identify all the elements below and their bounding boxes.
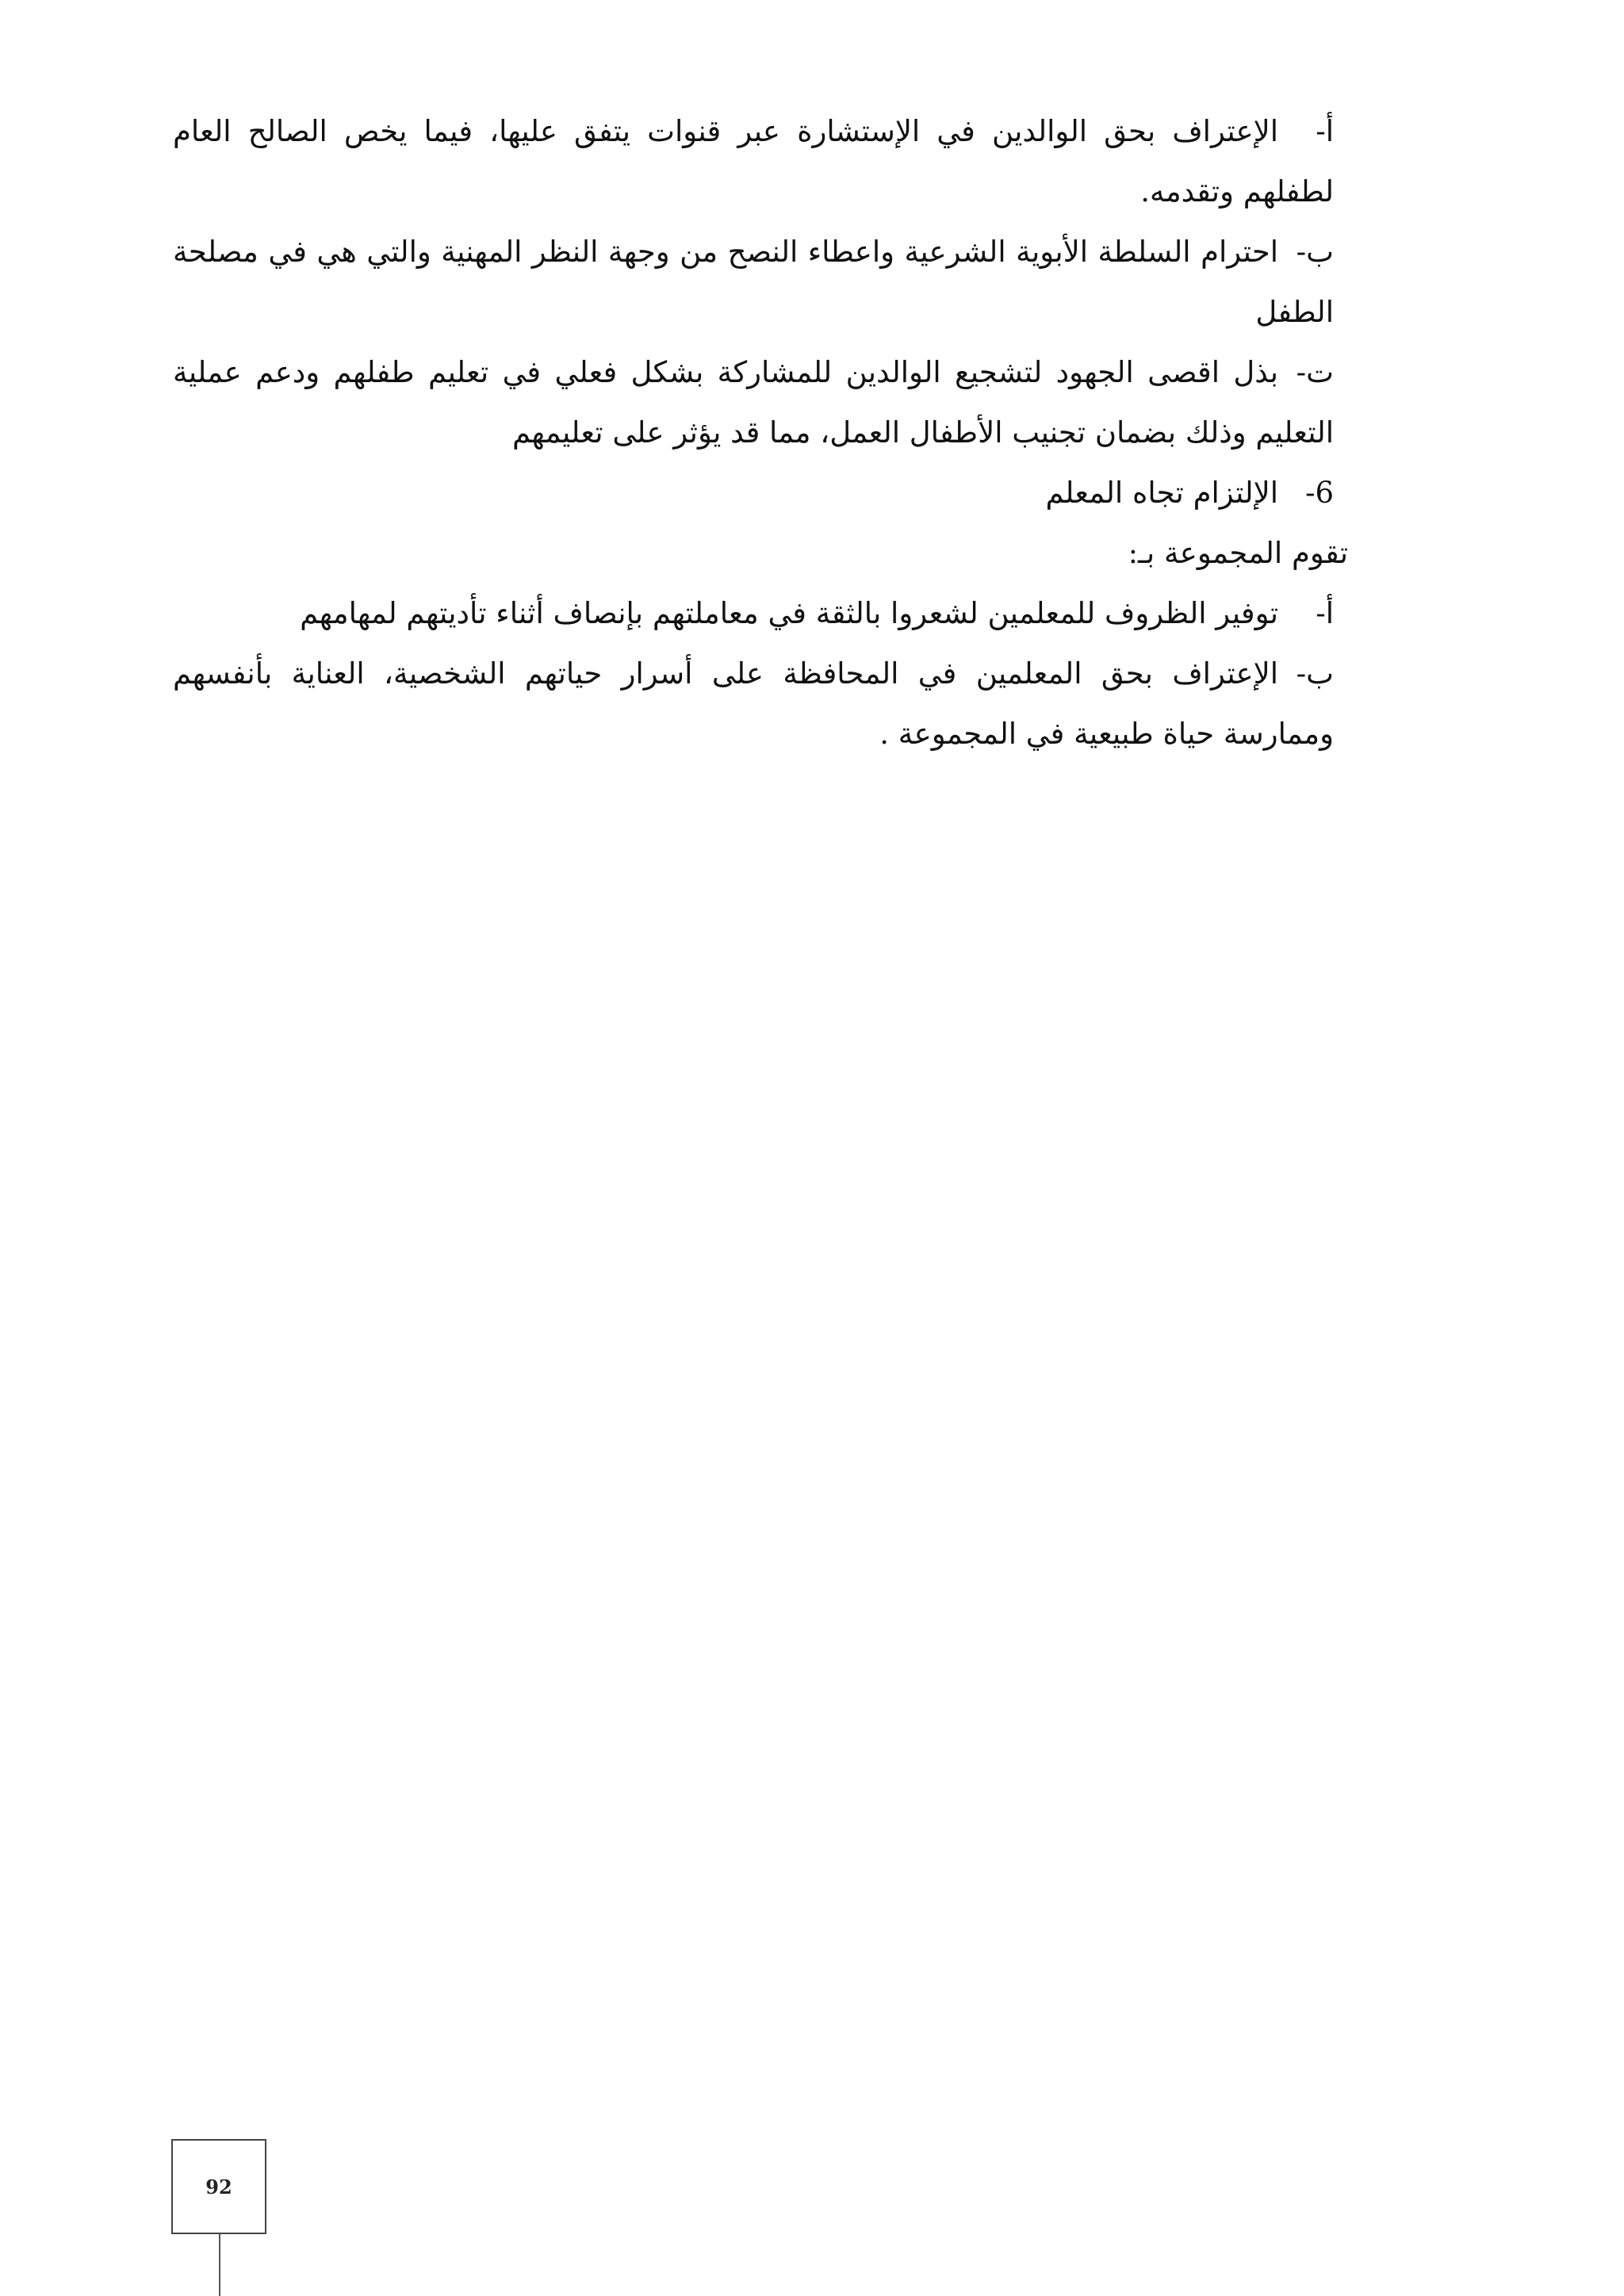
paragraph-parental-authority <box>173 222 1372 342</box>
paragraph-teacher-privacy <box>173 644 1372 764</box>
section-number: 6- <box>1304 476 1334 510</box>
section-heading-teacher-commitment <box>173 463 1372 523</box>
paragraph-encourage-parents <box>173 342 1372 463</box>
paragraph-text: توفير الظروف للمعلمين لشعروا بالثقة في معاملتهم بإنصاف أثناء تأديتهم لمهامهم <box>300 596 1278 630</box>
paragraph-text: بذل اقصى الجهود لتشجيع الوالدين للمشاركة بشكل فعلي في تعليم طفلهم ودعم عملية التعليم وذلك بضمان تجنيب الأطفال العمل، مما قد يؤثر على تعليمهم <box>173 355 1334 450</box>
page-number: 92 <box>205 2175 232 2198</box>
intro-line <box>173 523 1372 584</box>
paragraph-teacher-conditions <box>173 584 1372 644</box>
page-number-box <box>171 2139 266 2234</box>
paragraph-text: الإعتراف بحق الوالدين في الإستشارة عبر قنوات يتفق عليها، فيما يخص الصالح العام لطفلهم وتقدمه. <box>173 114 1334 209</box>
intro-text: تقوم المجموعة بـ: <box>1128 536 1348 570</box>
list-marker: ب- <box>1296 235 1334 269</box>
page-number-divider <box>219 2234 220 2296</box>
section-title: الإلتزام تجاه المعلم <box>1045 476 1278 510</box>
list-marker: أ- <box>1316 114 1334 148</box>
list-marker: ت- <box>1296 355 1334 389</box>
body-text <box>173 101 1372 764</box>
paragraph-text: احترام السلطة الأبوية الشرعية واعطاء النصح من وجهة النظر المهنية والتي هي في مصلحة الطفل <box>173 235 1334 329</box>
list-marker: ب- <box>1296 656 1334 691</box>
list-marker: أ- <box>1316 596 1334 630</box>
paragraph-parents-consultation <box>173 101 1372 222</box>
paragraph-text: الإعتراف بحق المعلمين في المحافظة على أسرار حياتهم الشخصية، العناية بأنفسهم وممارسة حياة طبيعية في المجموعة . <box>173 656 1334 751</box>
